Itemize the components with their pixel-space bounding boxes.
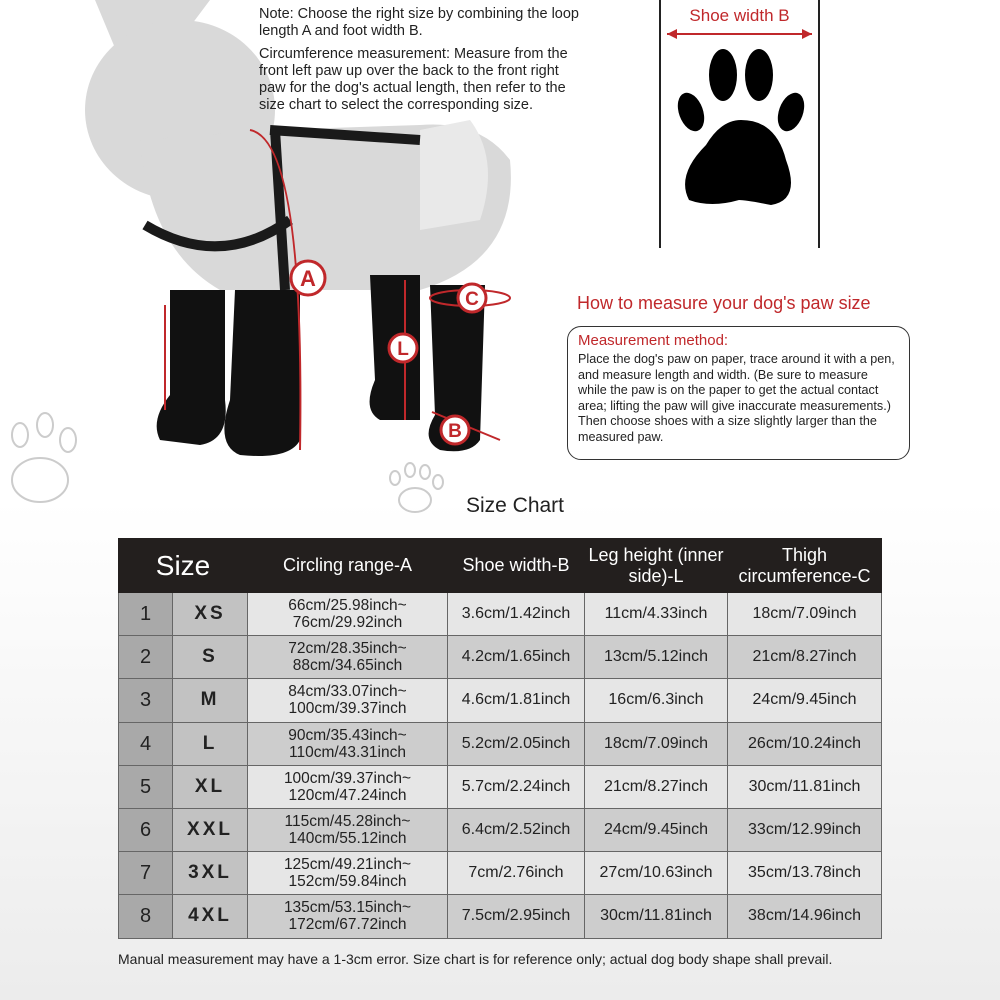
shoe-width-cell: 7.5cm/2.95inch [448, 895, 585, 938]
note-text: Note: Choose the right size by combining the loop length A and foot width B. [259, 6, 579, 39]
table-row [119, 808, 882, 851]
size-label: XXL [173, 808, 248, 851]
footer-disclaimer: Manual measurement may have a 1-3cm error. Size chart is for reference only; actual dog body shape shall prevail. [118, 951, 833, 967]
shoe-width-label: Shoe width B [661, 6, 818, 26]
thigh-circumference-cell: 30cm/11.81inch [728, 765, 882, 808]
shoe-width-cell: 4.6cm/1.81inch [448, 679, 585, 722]
circling-range-cell [248, 636, 448, 679]
size-label: S [173, 636, 248, 679]
circling-range-cell [248, 679, 448, 722]
leg-height-cell: 13cm/5.12inch [585, 636, 728, 679]
circling-range-max: 140cm/55.12inch [288, 830, 407, 848]
table-row [119, 852, 882, 895]
circling-range-max: 152cm/59.84inch [288, 873, 407, 891]
circling-range-min: 90cm/35.43inch~ [288, 726, 407, 744]
shoe-width-cell: 4.2cm/1.65inch [448, 636, 585, 679]
method-title: Measurement method: [578, 332, 729, 349]
circling-range-min: 135cm/53.15inch~ [283, 899, 412, 917]
table-row [119, 895, 882, 938]
label-c: C [465, 289, 479, 310]
thigh-circumference-cell: 18cm/7.09inch [728, 593, 882, 636]
thigh-circumference-cell: 38cm/14.96inch [728, 895, 882, 938]
shoe-width-diagram [659, 0, 820, 248]
table-row [119, 722, 882, 765]
shoe-width-cell: 5.2cm/2.05inch [448, 722, 585, 765]
paw-print-icon [661, 0, 818, 248]
size-label: M [173, 679, 248, 722]
label-l: L [397, 339, 409, 360]
method-text: Place the dog's paw on paper, trace around it with a pen, and measure length and width. (Be sure to measure while the paw is on the paper to get the actual contact area; lifting the paw will give inaccurate measurements.) Then choose shoes with a size slightly larger than the measured paw. [578, 352, 895, 444]
row-number: 6 [119, 808, 173, 851]
circling-range-cell [248, 722, 448, 765]
shoe-width-cell: 7cm/2.76inch [448, 852, 585, 895]
shoe-width-cell: 3.6cm/1.42inch [448, 593, 585, 636]
circling-range-max: 76cm/29.92inch [292, 614, 403, 632]
leg-height-cell: 11cm/4.33inch [585, 593, 728, 636]
table-row [119, 593, 882, 636]
size-label: L [173, 722, 248, 765]
thigh-circumference-cell: 35cm/13.78inch [728, 852, 882, 895]
label-b: B [448, 421, 462, 442]
size-label: 4XL [173, 895, 248, 938]
row-number: 2 [119, 636, 173, 679]
circling-range-min: 115cm/45.28inch~ [284, 813, 411, 831]
header-shoe-width: Shoe width-B [448, 539, 585, 593]
size-note [259, 6, 589, 120]
thigh-circumference-cell: 24cm/9.45inch [728, 679, 882, 722]
thigh-circumference-cell: 26cm/10.24inch [728, 722, 882, 765]
leg-height-cell: 24cm/9.45inch [585, 808, 728, 851]
row-number: 5 [119, 765, 173, 808]
table-row [119, 765, 882, 808]
paw-guide-title: How to measure your dog's paw size [577, 293, 871, 313]
leg-height-cell: 30cm/11.81inch [585, 895, 728, 938]
size-label: XL [173, 765, 248, 808]
circling-range-max: 172cm/67.72inch [288, 916, 407, 934]
circling-range-cell [248, 808, 448, 851]
header-thigh-circumference: Thigh circumference-C [728, 539, 882, 593]
circling-range-min: 66cm/25.98inch~ [288, 597, 407, 615]
label-a: A [300, 266, 316, 291]
header-leg-height: Leg height (inner side)-L [585, 539, 728, 593]
row-number: 3 [119, 679, 173, 722]
shoe-width-cell: 5.7cm/2.24inch [448, 765, 585, 808]
circling-range-min: 125cm/49.21inch~ [283, 856, 412, 874]
table-row [119, 679, 882, 722]
size-label: XS [173, 593, 248, 636]
thigh-circumference-cell: 21cm/8.27inch [728, 636, 882, 679]
circling-range-cell [248, 895, 448, 938]
circling-range-max: 100cm/39.37inch [288, 700, 407, 718]
circling-range-cell [248, 852, 448, 895]
circling-range-max: 120cm/47.24inch [288, 786, 407, 804]
size-chart-title: Size Chart [465, 494, 565, 517]
circumference-text: Circumference measurement: Measure from the front left paw up over the back to the front right paw for the dog's actual length, then refer to the size chart to select the corresponding size. [259, 46, 568, 113]
row-number: 8 [119, 895, 173, 938]
header-circling-range: Circling range-A [248, 539, 448, 593]
leg-height-cell: 21cm/8.27inch [585, 765, 728, 808]
size-chart-table [118, 538, 882, 939]
circling-range-max: 88cm/34.65inch [292, 657, 403, 675]
circling-range-cell [248, 593, 448, 636]
size-label: 3XL [173, 852, 248, 895]
leg-height-cell: 27cm/10.63inch [585, 852, 728, 895]
circling-range-cell [248, 765, 448, 808]
row-number: 7 [119, 852, 173, 895]
table-row [119, 636, 882, 679]
row-number: 1 [119, 593, 173, 636]
measurement-method-box [567, 326, 910, 460]
leg-height-cell: 18cm/7.09inch [585, 722, 728, 765]
shoe-width-cell: 6.4cm/2.52inch [448, 808, 585, 851]
boot-front-left [157, 290, 226, 445]
table-body [119, 593, 882, 939]
thigh-circumference-cell: 33cm/12.99inch [728, 808, 882, 851]
boot-front-right [224, 290, 300, 456]
table-header [119, 539, 882, 593]
leg-height-cell: 16cm/6.3inch [585, 679, 728, 722]
circling-range-min: 84cm/33.07inch~ [288, 683, 407, 701]
circling-range-max: 110cm/43.31inch [289, 743, 406, 761]
circling-range-min: 72cm/28.35inch~ [288, 640, 407, 658]
circling-range-min: 100cm/39.37inch~ [283, 769, 412, 787]
header-size: Size [119, 539, 248, 593]
row-number: 4 [119, 722, 173, 765]
